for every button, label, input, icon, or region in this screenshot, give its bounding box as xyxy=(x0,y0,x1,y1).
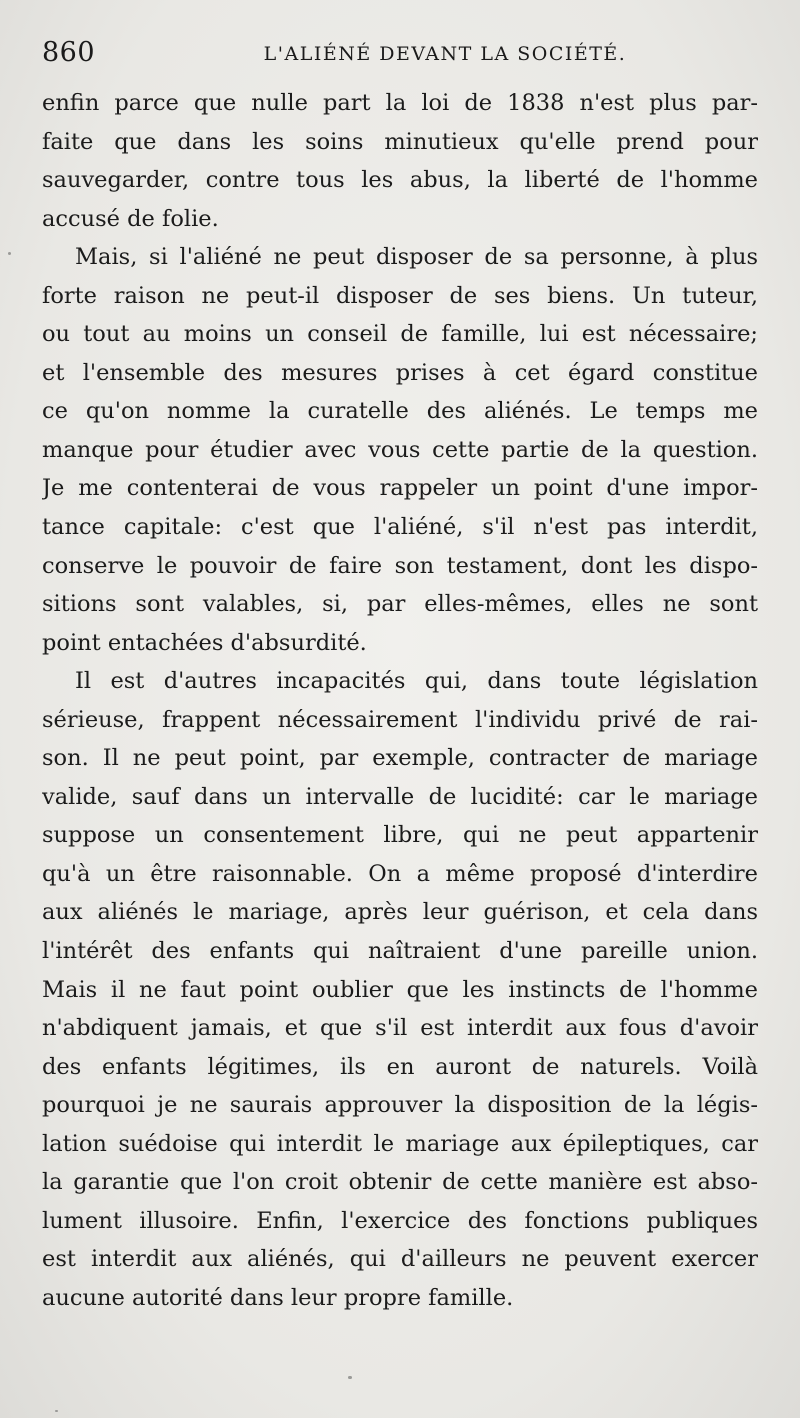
text-line: tance capitale: c'est que l'aliéné, s'il n'est pas interdit, xyxy=(42,514,758,541)
running-head xyxy=(42,36,758,70)
text-line: Je me contenterai de vous rappeler un point d'une impor- xyxy=(42,475,758,502)
print-speck xyxy=(348,1376,352,1379)
text-line: Il est d'autres incapacités qui, dans toute législation xyxy=(75,668,758,695)
text-line: qu'à un être raisonnable. On a même proposé d'interdire xyxy=(42,860,758,887)
text-line: l'intérêt des enfants qui naîtraient d'une pareille union. xyxy=(42,938,758,965)
text-line: aucune autorité dans leur propre famille. xyxy=(42,1284,514,1311)
text-line: des enfants légitimes, ils en auront de naturels. Voilà xyxy=(42,1053,758,1080)
text-line: sérieuse, frappent nécessairement l'individu privé de rai- xyxy=(42,706,758,733)
text-line: lument illusoire. Enfin, l'exercice des fonctions publiques xyxy=(42,1207,758,1234)
text-line: ce qu'on nomme la curatelle des aliénés. Le temps me xyxy=(42,398,758,425)
text-line: Mais, si l'aliéné ne peut disposer de sa personne, à plus xyxy=(75,244,758,271)
print-speck xyxy=(55,1410,58,1412)
text-line: et l'ensemble des mesures prises à cet égard constitue xyxy=(42,359,758,386)
text-line: n'abdiquent jamais, et que s'il est interdit aux fous d'avoir xyxy=(42,1015,758,1042)
text-line: pourquoi je ne saurais approuver la disposition de la légis- xyxy=(42,1092,758,1119)
text-line: forte raison ne peut-il disposer de ses biens. Un tuteur, xyxy=(42,282,758,309)
text-line: faite que dans les soins minutieux qu'elle prend pour xyxy=(42,128,758,155)
text-line: aux aliénés le mariage, après leur guérison, et cela dans xyxy=(42,899,758,926)
text-line: conserve le pouvoir de faire son testament, dont les dispo- xyxy=(42,552,758,579)
text-line: lation suédoise qui interdit le mariage aux épileptiques, car xyxy=(42,1130,758,1157)
text-line: ou tout au moins un conseil de famille, lui est nécessaire; xyxy=(42,321,758,348)
text-line: accusé de folie. xyxy=(42,205,219,232)
text-line: enfin parce que nulle part la loi de 1838 n'est plus par- xyxy=(42,90,758,116)
text-line: suppose un consentement libre, qui ne peut appartenir xyxy=(42,822,758,849)
text-line: sauvegarder, contre tous les abus, la liberté de l'homme xyxy=(42,167,758,194)
text-line: est interdit aux aliénés, qui d'ailleurs ne peuvent exercer xyxy=(42,1246,758,1273)
text-line: sitions sont valables, si, par elles-mêmes, elles ne sont xyxy=(42,591,758,618)
running-title: L'ALIÉNÉ DEVANT LA SOCIÉTÉ. xyxy=(263,43,627,65)
text-line: Mais il ne faut point oublier que les instincts de l'homme xyxy=(42,976,758,1003)
body-text xyxy=(42,84,758,1318)
text-line: valide, sauf dans un intervalle de lucidité: car le mariage xyxy=(42,783,758,810)
page-number: 860 xyxy=(42,37,96,68)
text-line: point entachées d'absurdité. xyxy=(42,629,367,656)
text-line: la garantie que l'on croit obtenir de cette manière est abso- xyxy=(42,1169,758,1196)
print-speck xyxy=(8,252,11,255)
text-line: son. Il ne peut point, par exemple, contracter de mariage xyxy=(42,745,758,772)
text-line: manque pour étudier avec vous cette partie de la question. xyxy=(42,436,758,463)
